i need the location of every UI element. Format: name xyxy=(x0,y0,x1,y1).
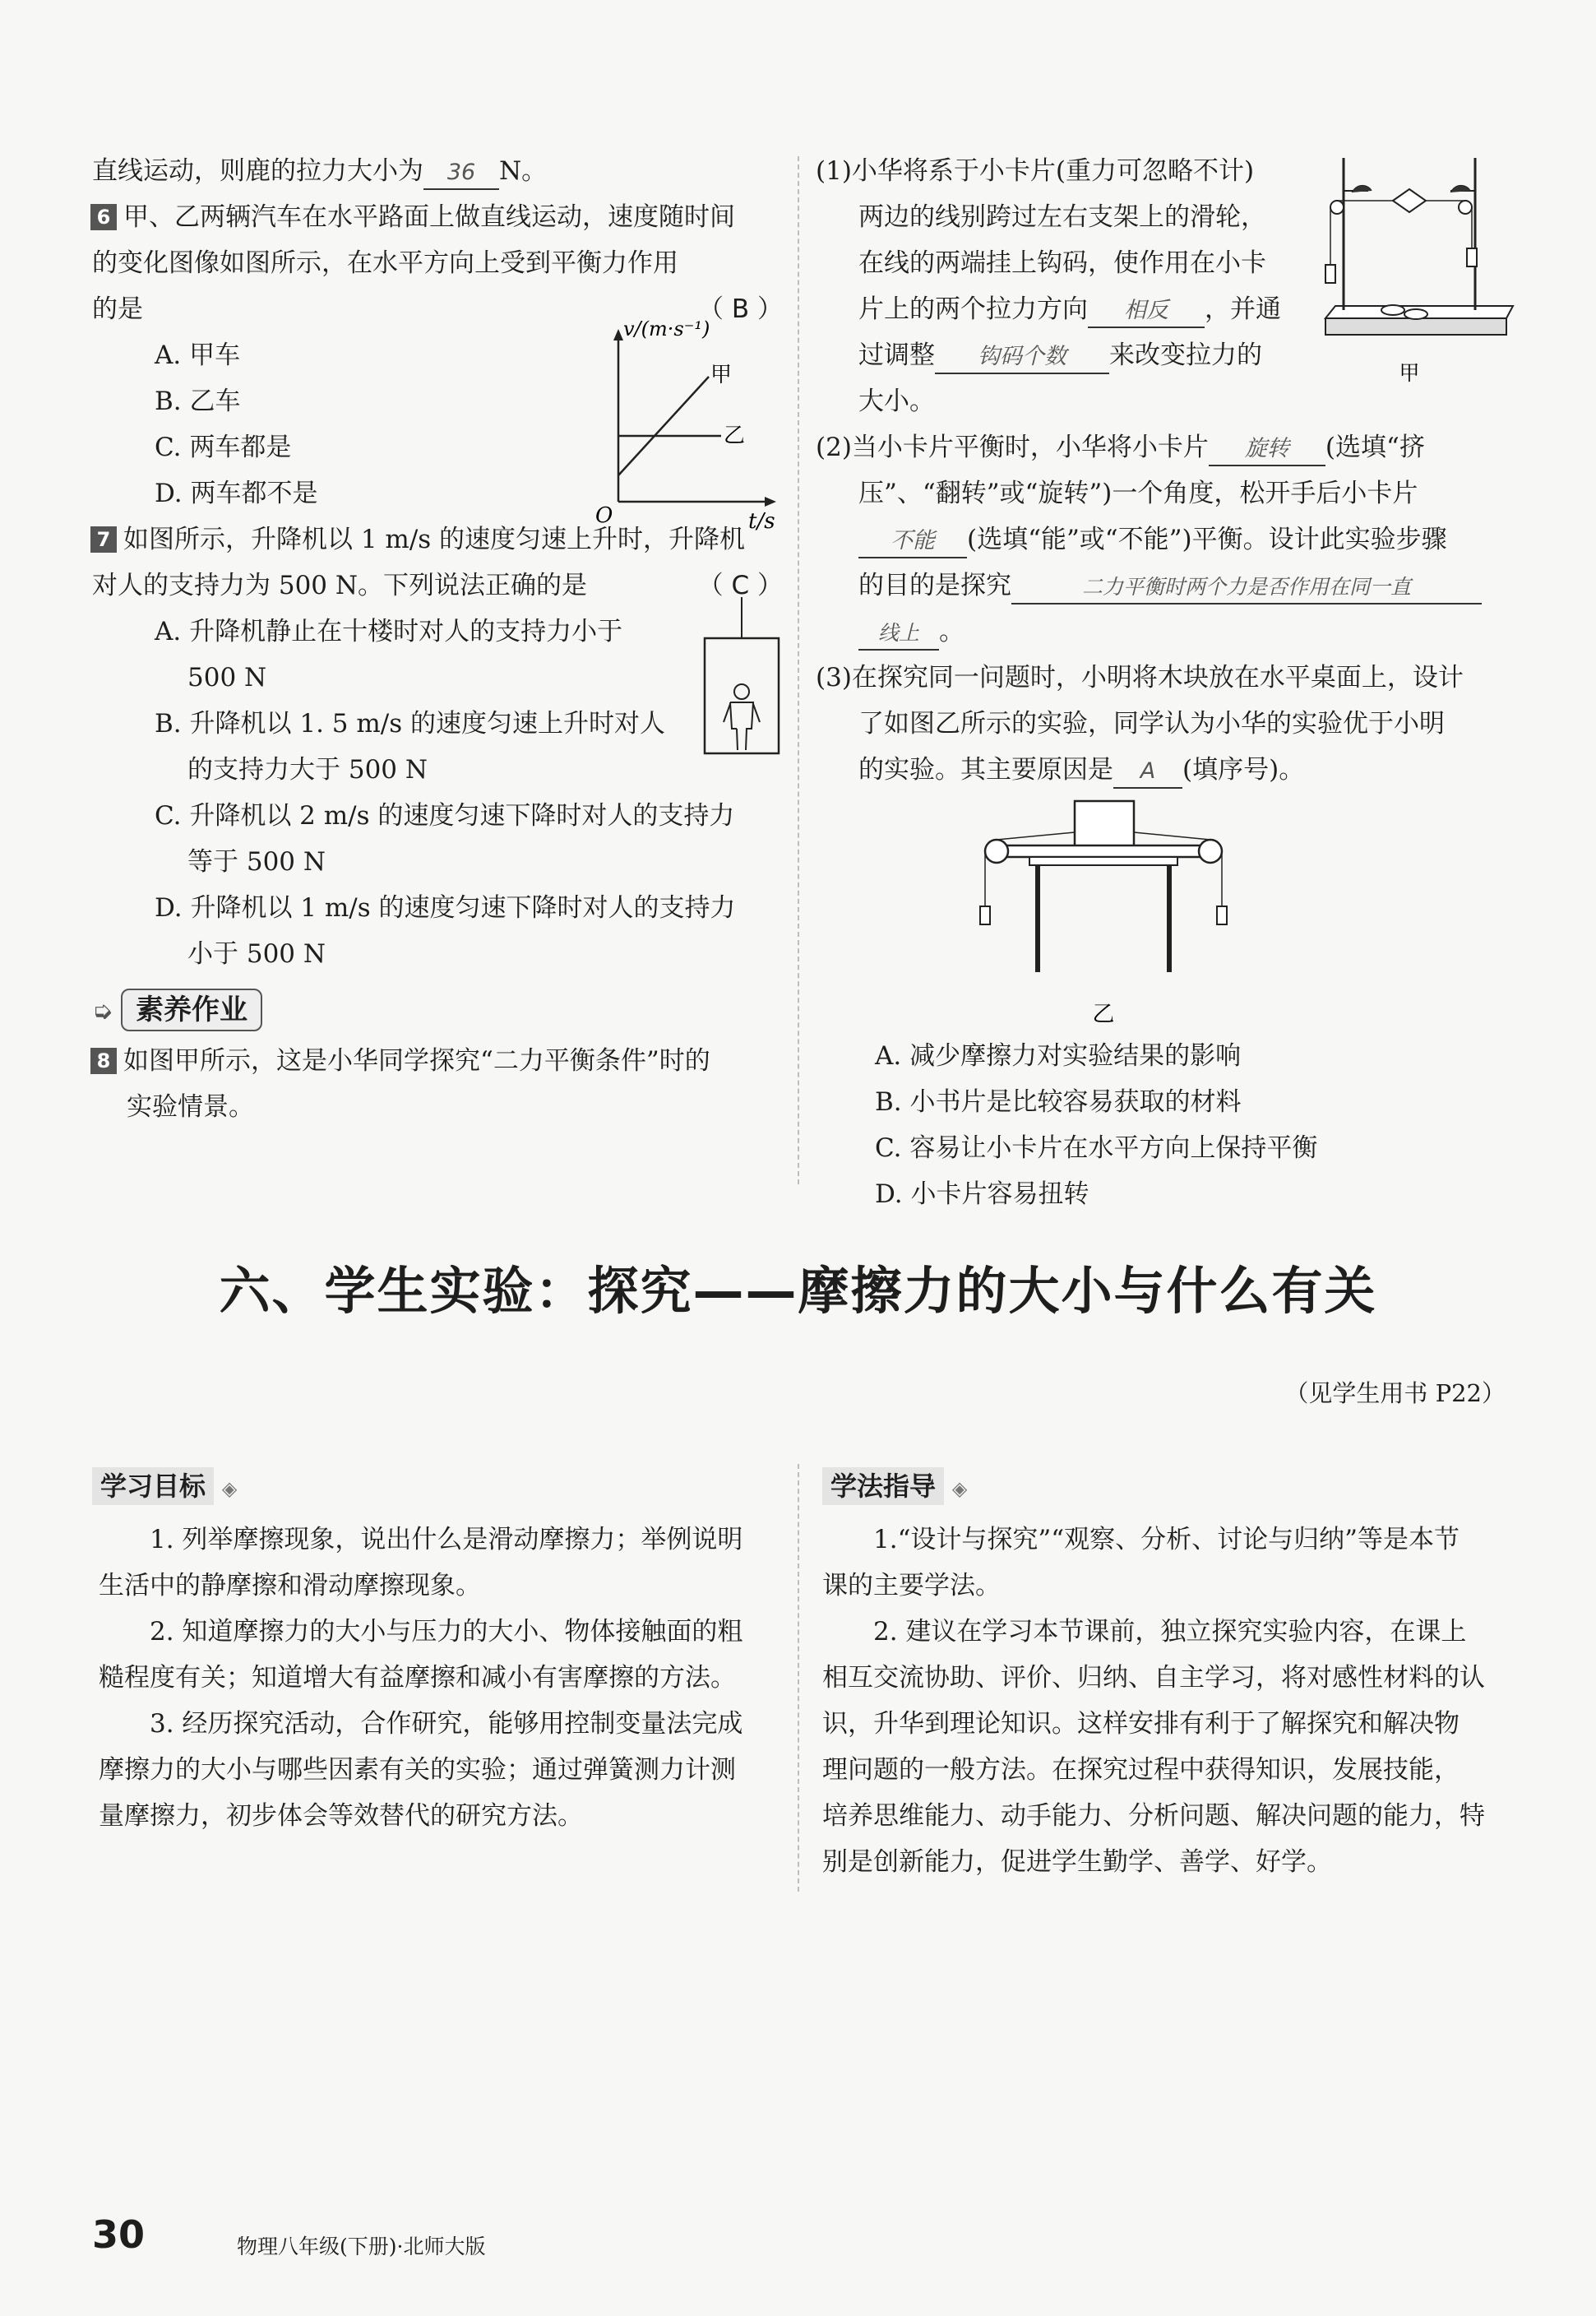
q6-stem-line3: 的是 （ B ） xyxy=(92,286,783,332)
guide-heading: 学法指导 xyxy=(822,1467,944,1505)
right-weight-yi xyxy=(1217,906,1227,924)
text-line: 大小。 xyxy=(858,387,935,416)
option-a-cont: 500 N xyxy=(187,663,267,692)
answer-blank[interactable]: 钩码个数 xyxy=(935,341,1109,374)
left-weight xyxy=(1325,265,1335,283)
chapter-title: 六、学生实验：探究——摩擦力的大小与什么有关 xyxy=(219,1261,1377,1321)
text-line: (1)小华将系于小卡片(重力可忽略不计) xyxy=(816,156,1255,186)
graph-line-jia xyxy=(618,377,709,475)
section-heading: 素养作业 xyxy=(121,989,262,1031)
option: A. 甲车 xyxy=(155,340,241,370)
option: D. 两车都不是 xyxy=(155,479,318,508)
text-line: 1. 列举摩擦现象，说出什么是滑动摩擦力；举例说明 xyxy=(150,1525,743,1554)
figure-label-jia: 甲 xyxy=(1399,361,1420,385)
book-reference: （见学生用书 P22） xyxy=(1284,1379,1506,1407)
right-pulley xyxy=(1459,201,1472,214)
q6-stem: 6 甲、乙两辆汽车在水平路面上做直线运动，速度随时间 xyxy=(90,194,783,240)
graph-y-label: v/(m·s⁻¹) xyxy=(623,317,710,340)
left-clamp xyxy=(1352,185,1372,192)
q8-part1 xyxy=(816,148,1506,424)
q6-stem-line2: 的变化图像如图所示，在水平方向上受到平衡力作用 xyxy=(92,248,678,278)
graph-x-label: t/s xyxy=(748,509,775,534)
text-line: 两边的线别跨过左右支架上的滑轮， xyxy=(858,202,1266,232)
option-a: A. 升降机静止在十楼时对人的支持力小于 xyxy=(155,617,623,646)
figure-jia-apparatus xyxy=(1319,141,1516,388)
option-b: B. 升降机以 1. 5 m/s 的速度匀速上升时对人 xyxy=(155,709,665,739)
text-line: 1.“设计与探究”“观察、分析、讨论与归纳”等是本节 xyxy=(873,1525,1460,1554)
learning-goals xyxy=(92,1464,783,1839)
elevator-cabin xyxy=(705,638,779,753)
text-line: 不能 (选填“能”或“不能”)平衡。设计此实验步骤 xyxy=(816,516,1506,563)
base-board-side xyxy=(1325,318,1506,335)
answer-blank[interactable]: 二力平衡时两个力是否作用在同一直 xyxy=(1011,572,1482,604)
text-line: 在线的两端挂上钩码，使作用在小卡 xyxy=(858,248,1266,278)
option-d: D. 升降机以 1 m/s 的速度匀速下降时对人的支持力 xyxy=(155,893,736,923)
option-b-cont: 的支持力大于 500 N xyxy=(187,755,428,785)
spare-weight-1 xyxy=(1381,305,1404,315)
section-heading-row xyxy=(92,982,783,1038)
answer-choice: （ B ） xyxy=(698,294,783,324)
option: D. 小卡片容易扭转 xyxy=(875,1179,1089,1209)
answer-blank[interactable]: 不能 xyxy=(858,526,967,558)
option-c: C. 升降机以 2 m/s 的速度匀速下降时对人的支持力 xyxy=(155,801,735,831)
graph-jia-label: 甲 xyxy=(710,363,733,387)
right-column xyxy=(816,148,1506,1217)
q5-tail: 直线运动，则鹿的拉力大小为 36 N。 xyxy=(92,148,783,194)
velocity-time-graph xyxy=(585,313,783,534)
chevron-icon: ◈ xyxy=(951,1477,968,1500)
elevator-figure xyxy=(701,597,783,762)
figure-yi-block xyxy=(816,793,1506,1033)
right-weight xyxy=(1467,248,1477,266)
answer-blank[interactable]: A xyxy=(1113,756,1182,789)
q7-stem-line2: 对人的支持力为 500 N。下列说法正确的是 （ C ） xyxy=(92,563,783,609)
text-line: 了如图乙所示的实验，同学认为小华的实验优于小明 xyxy=(858,709,1445,739)
graph-origin: O xyxy=(595,503,613,528)
left-pulley xyxy=(1330,201,1344,214)
left-string-yi xyxy=(997,832,1075,840)
q6-options-block xyxy=(92,317,783,534)
option-c-cont: 等于 500 N xyxy=(187,847,326,877)
text-line: 2. 建议在学习本节课前，独立探究实验内容，在课上 xyxy=(873,1617,1467,1647)
text-line: 的目的是探究 二力平衡时两个力是否作用在同一直 xyxy=(816,563,1506,609)
text-line: 摩擦力的大小与哪些因素有关的实验；通过弹簧测力计测 xyxy=(99,1755,736,1785)
option-d-cont: 小于 500 N xyxy=(187,939,326,969)
left-pulley-yi xyxy=(985,840,1008,863)
graph-y-arrow xyxy=(613,329,623,340)
answer-choice: （ C ） xyxy=(697,571,783,600)
text-line: 2. 知道摩擦力的大小与压力的大小、物体接触面的粗 xyxy=(150,1617,743,1647)
question-number: 6 xyxy=(90,204,117,230)
person-body xyxy=(724,702,760,750)
study-guide xyxy=(822,1464,1513,1885)
text-line: 3. 经历探究活动，合作研究，能够用控制变量法完成 xyxy=(150,1709,743,1739)
text-line: 培养思维能力、动手能力、分析问题、解决问题的能力，特 xyxy=(822,1801,1485,1831)
question-number: 7 xyxy=(90,526,117,553)
option: C. 容易让小卡片在水平方向上保持平衡 xyxy=(875,1133,1318,1163)
text-line: 过调整 钩码个数 来改变拉力的 xyxy=(816,332,1506,378)
text-line: 生活中的静摩擦和滑动摩擦现象。 xyxy=(99,1571,481,1600)
left-column xyxy=(92,148,783,1130)
answer-blank[interactable]: 旋转 xyxy=(1209,433,1325,466)
text-line: 相互交流协助、评价、归纳、自主学习，将对感性材料的认 xyxy=(822,1663,1485,1693)
text-line: 量摩擦力，初步体会等效替代的研究方法。 xyxy=(99,1801,583,1831)
text-line: 识，升华到理论知识。这样安排有利于了解探究和解决物 xyxy=(822,1709,1460,1739)
text-line: 课的主要学法。 xyxy=(822,1571,1001,1600)
chevron-icon: ◈ xyxy=(221,1477,238,1500)
right-pulley-yi xyxy=(1199,840,1222,863)
figure-label-yi: 乙 xyxy=(1092,1002,1115,1027)
wood-block xyxy=(1075,801,1134,847)
text-line: (3)在探究同一问题时，小明将木块放在水平桌面上，设计 xyxy=(816,663,1464,692)
graph-yi-label: 乙 xyxy=(724,424,746,448)
option: C. 两车都是 xyxy=(155,433,292,462)
small-card xyxy=(1393,189,1426,212)
answer-blank[interactable]: 相反 xyxy=(1088,295,1205,328)
q7-stem: 7 如图所示，升降机以 1 m/s 的速度匀速上升时，升降机 xyxy=(90,516,783,563)
book-title-footer: 物理八年级(下册)·北师大版 xyxy=(237,2235,486,2258)
person-head xyxy=(734,684,749,699)
option: B. 小书片是比较容易获取的材料 xyxy=(875,1087,1242,1117)
text-line: 别是创新能力，促进学生勤学、善学、好学。 xyxy=(822,1847,1332,1877)
graph-x-arrow xyxy=(765,497,776,507)
text-line: 压”、“翻转”或“旋转”)一个角度，松开手后小卡片 xyxy=(858,479,1418,508)
option: A. 减少摩擦力对实验结果的影响 xyxy=(875,1041,1242,1071)
table-top xyxy=(997,845,1210,857)
answer-blank[interactable]: 36 xyxy=(423,157,499,190)
option: B. 乙车 xyxy=(155,387,241,416)
text-line: 糙程度有关；知道增大有益摩擦和减小有害摩擦的方法。 xyxy=(99,1663,736,1693)
q8-stem: 8 如图甲所示，这是小华同学探究“二力平衡条件”时的 xyxy=(90,1038,783,1084)
question-number: 8 xyxy=(90,1048,117,1074)
column-divider-top xyxy=(798,156,799,1184)
right-string-yi xyxy=(1134,832,1210,840)
q7-options-block xyxy=(92,609,783,977)
answer-blank[interactable]: 线上 xyxy=(858,618,939,651)
spare-weight-2 xyxy=(1404,309,1427,319)
text-line: 的实验。其主要原因是 A (填序号)。 xyxy=(816,747,1506,793)
text-line: 理问题的一般方法。在探究过程中获得知识，发展技能， xyxy=(822,1755,1460,1785)
arrow-icon: ➭ xyxy=(92,997,113,1026)
q8-stem-line2: 实验情景。 xyxy=(127,1092,254,1122)
goals-heading: 学习目标 xyxy=(92,1467,214,1505)
text-line: 线上 。 xyxy=(816,609,1506,655)
figure-yi-apparatus xyxy=(980,799,1227,1030)
table-apron xyxy=(1029,857,1177,865)
text-line: 片上的两个拉力方向 相反 ，并通 xyxy=(816,286,1506,332)
text-line: (2)当小卡片平衡时，小华将小卡片 旋转 (选填“挤 xyxy=(816,424,1506,470)
left-weight-yi xyxy=(980,906,990,924)
page-number: 30 xyxy=(92,2212,146,2257)
column-divider-bottom xyxy=(798,1464,799,1892)
